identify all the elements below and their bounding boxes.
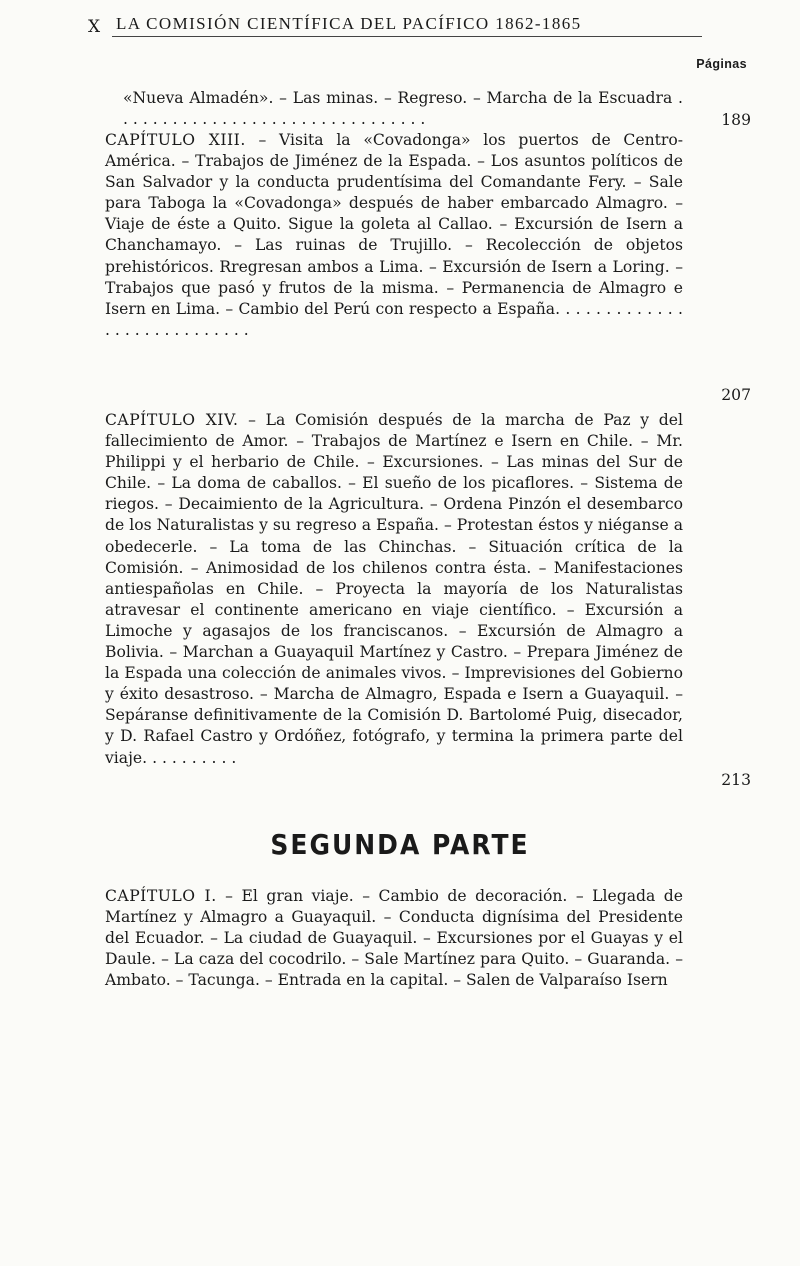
chapter-label: CAPÍTULO XIV. <box>105 411 239 429</box>
toc-entry-continuation <box>123 88 683 130</box>
toc-entry-text: «Nueva Almadén». – Las minas. – Regreso. – Marcha de la Escuadra . . . . . . . . . . . . . . . . . . . . . . . . . . . . . . . . <box>123 89 683 129</box>
toc-entry-chapter-i <box>105 886 683 991</box>
toc-entry-page: 207 <box>721 386 751 404</box>
toc-entry-chapter-xiv <box>105 410 683 769</box>
toc-entry-text: – La Comisión después de la marcha de Paz y del fallecimiento de Amor. – Trabajos de Martínez e Isern en Chile. – Mr. Philippi y el herbario de Chile. – Excursiones. – Las minas del Sur de Chile. – La doma de caballos. – El sueño de los picaflores. – Sistema de riegos. – Decaimiento de la Agricultura. – Ordena Pinzón el desembarco de los Naturalistas y su regreso a España. – Protestan éstos y niéganse a obedecerle. – La toma de las Chinchas. – Situación crítica de la Comisión. – Animosidad de los chilenos contra ésta. – Manifestaciones antiespañolas en Chile. – Proyecta la mayoría de los Naturalistas atravesar el continente americano en viaje científico. – Excursión a Limoche y agasajos de los franciscanos. – Excursión de Almagro a Bolivia. – Marchan a Guayaquil Martínez y Castro. – Prepara Jiménez de la Espada una colección de animales vivos. – Imprevisiones del Gobierno y éxito desastroso. – Marcha de Almagro, Espada e Isern a Guayaquil. – Sepáranse definitivamente de la Comisión D. Bartolomé Puig, disecador, y D. Rafael Castro y Ordóñez, fotógrafo, y termina la primera parte del viaje. . . . . . . . . . <box>105 411 683 767</box>
pages-column-label: Páginas <box>696 57 747 71</box>
part-title: SEGUNDA PARTE <box>270 828 530 861</box>
toc-entry-page: 213 <box>721 771 751 789</box>
toc-entry-text: – Visita la «Covadonga» los puertos de Centro-América. – Trabajos de Jiménez de la Espada. – Los asuntos políticos de San Salvador y la conducta prudentísima del Comandante Fery. – Sale para Taboga la «Covadonga» después de haber embarcado Almagro. – Viaje de éste a Quito. Sigue la goleta al Callao. – Excursión de Isern a Chanchamayo. – Las ruinas de Trujillo. – Recolección de objetos prehistóricos. Rregresan ambos a Lima. – Excursión de Isern a Loring. – Trabajos que pasó y frutos de la misma. – Permanencia de Almagro e Isern en Lima. – Cambio del Perú con respecto a España. . . . . . . . . . . . . . . . . . . . . . . . . . . . <box>105 131 683 339</box>
chapter-label: CAPÍTULO XIII. <box>105 131 246 149</box>
toc-entry-chapter-xiii <box>105 130 683 341</box>
toc-entry-text: – El gran viaje. – Cambio de decoración. – Llegada de Martínez y Almagro a Guayaquil. – Conducta dignísima del Presidente del Ecuador. – La ciudad de Guayaquil. – Excursiones por el Guayas y el Daule. – La caza del cocodrilo. – Sale Martínez para Quito. – Guaranda. – Ambato. – Tacunga. – Entrada en la capital. – Salen de Valparaíso Isern <box>105 887 683 990</box>
running-title: LA COMISIÓN CIENTÍFICA DEL PACÍFICO 1862-1865 <box>116 14 582 33</box>
page-number: X <box>88 17 102 37</box>
header-rule <box>112 36 702 37</box>
page-header <box>0 0 800 80</box>
chapter-label: CAPÍTULO I. <box>105 887 217 905</box>
toc-entry-page: 189 <box>721 111 751 129</box>
